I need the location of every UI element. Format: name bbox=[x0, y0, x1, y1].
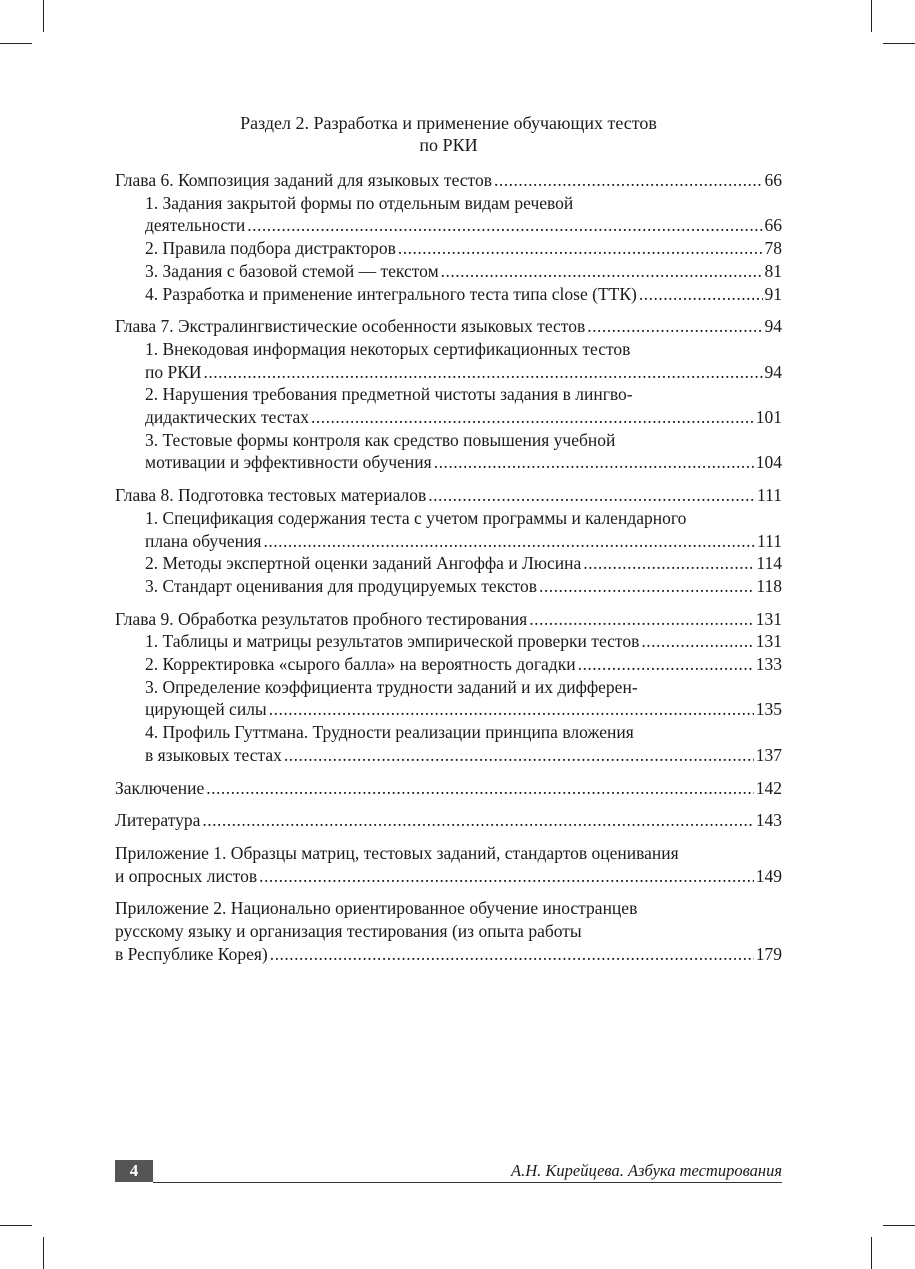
table-of-contents bbox=[115, 169, 782, 976]
dot-leader bbox=[284, 744, 754, 767]
dot-leader bbox=[269, 698, 754, 721]
toc-entry bbox=[115, 809, 782, 832]
toc-entry bbox=[115, 315, 782, 338]
crop-mark bbox=[883, 1225, 915, 1226]
toc-entry-text: 4. Разработка и применение интегрального теста типа close (ТТК) bbox=[145, 283, 637, 304]
footer-rule bbox=[153, 1182, 782, 1183]
toc-entry bbox=[115, 943, 782, 966]
toc-page-number: 94 bbox=[764, 361, 782, 382]
dot-leader bbox=[583, 552, 754, 575]
crop-mark bbox=[0, 43, 32, 44]
toc-page-number: 81 bbox=[764, 260, 782, 281]
toc-entry-text: 2. Правила подбора дистракторов bbox=[145, 238, 396, 259]
toc-entry-text: в Республике Корея) bbox=[115, 943, 268, 964]
toc-group bbox=[115, 484, 782, 598]
toc-entry bbox=[115, 653, 782, 676]
toc-entry-text: 3. Стандарт оценивания для продуцируемых текстов bbox=[145, 575, 537, 596]
toc-page-number: 94 bbox=[764, 316, 782, 337]
crop-mark bbox=[883, 43, 915, 44]
toc-entry-text: 1. Таблицы и матрицы результатов эмпирической проверки тестов bbox=[145, 631, 640, 652]
toc-line bbox=[115, 920, 782, 943]
dot-leader bbox=[259, 865, 754, 888]
toc-page-number: 111 bbox=[757, 530, 782, 551]
toc-page-number: 111 bbox=[757, 485, 782, 506]
toc-group bbox=[115, 169, 782, 305]
toc-line bbox=[115, 338, 782, 361]
toc-entry-text: 1. Задания закрытой формы по отдельным видам речевой bbox=[145, 192, 574, 213]
toc-entry-text: Глава 8. Подготовка тестовых материалов bbox=[115, 485, 427, 506]
toc-entry bbox=[115, 865, 782, 888]
running-title: А.Н. Кирейцева. Азбука тестирования bbox=[511, 1161, 782, 1180]
toc-entry bbox=[115, 608, 782, 631]
toc-entry-text: мотивации и эффективности обучения bbox=[145, 452, 432, 473]
toc-page-number: 179 bbox=[755, 943, 782, 964]
toc-page-number: 131 bbox=[755, 631, 782, 652]
section-title-line: Раздел 2. Разработка и применение обучающих тестов bbox=[240, 113, 657, 133]
crop-mark bbox=[871, 1237, 872, 1269]
toc-entry bbox=[115, 237, 782, 260]
toc-line bbox=[115, 429, 782, 452]
dot-leader bbox=[428, 484, 755, 507]
section-title bbox=[115, 112, 782, 156]
toc-entry bbox=[115, 698, 782, 721]
toc-line bbox=[115, 897, 782, 920]
toc-entry-text: 2. Корректировка «сырого балла» на вероятность догадки bbox=[145, 654, 576, 675]
toc-entry bbox=[115, 552, 782, 575]
toc-group bbox=[115, 777, 782, 800]
dot-leader bbox=[247, 214, 762, 237]
toc-page-number: 131 bbox=[755, 608, 782, 629]
toc-entry-text: 4. Профиль Гуттмана. Трудности реализации принципа вложения bbox=[145, 722, 634, 743]
toc-page-number: 133 bbox=[755, 654, 782, 675]
page-footer bbox=[115, 1160, 782, 1184]
dot-leader bbox=[494, 169, 763, 192]
section-title-line: по РКИ bbox=[419, 135, 478, 155]
toc-entry bbox=[115, 530, 782, 553]
toc-entry bbox=[115, 744, 782, 767]
dot-leader bbox=[204, 361, 763, 384]
toc-page-number: 143 bbox=[755, 810, 782, 831]
dot-leader bbox=[578, 653, 754, 676]
toc-entry-text: Литература bbox=[115, 810, 201, 831]
toc-entry bbox=[115, 630, 782, 653]
toc-entry-text: Глава 6. Композиция заданий для языковых тестов bbox=[115, 170, 492, 190]
toc-entry bbox=[115, 484, 782, 507]
toc-line bbox=[115, 842, 782, 865]
toc-page-number: 149 bbox=[755, 865, 782, 886]
dot-leader bbox=[398, 237, 763, 260]
dot-leader bbox=[641, 630, 753, 653]
toc-entry-text: плана обучения bbox=[145, 530, 262, 551]
toc-entry-text: в языковых тестах bbox=[145, 744, 282, 765]
toc-line bbox=[115, 721, 782, 744]
toc-group bbox=[115, 842, 782, 887]
toc-page-number: 66 bbox=[764, 215, 782, 236]
toc-entry-text: Приложение 2. Национально ориентированное обучение иностранцев bbox=[115, 898, 638, 919]
toc-entry-text: 2. Методы экспертной оценки заданий Ангоффа и Люсина bbox=[145, 553, 582, 574]
dot-leader bbox=[529, 608, 754, 631]
toc-entry-text: по РКИ bbox=[145, 361, 202, 382]
toc-page-number: 137 bbox=[755, 744, 782, 765]
toc-page-number: 91 bbox=[764, 283, 782, 304]
toc-entry bbox=[115, 260, 782, 283]
toc-group bbox=[115, 315, 782, 474]
crop-mark bbox=[0, 1225, 32, 1226]
toc-line bbox=[115, 192, 782, 215]
toc-entry-text: деятельности bbox=[145, 215, 246, 236]
toc-entry-text: Глава 7. Экстралингвистические особенности языковых тестов bbox=[115, 316, 586, 337]
toc-entry bbox=[115, 451, 782, 474]
toc-group bbox=[115, 608, 782, 767]
toc-entry-text: Заключение bbox=[115, 777, 205, 798]
toc-page-number: 78 bbox=[764, 238, 782, 259]
toc-entry-text: 1. Спецификация содержания теста с учетом программы и календарного bbox=[145, 507, 687, 528]
toc-line bbox=[115, 676, 782, 699]
toc-entry-text: 3. Тестовые формы контроля как средство повышения учебной bbox=[145, 429, 616, 450]
page-number: 4 bbox=[115, 1160, 153, 1182]
toc-line bbox=[115, 383, 782, 406]
toc-page-number: 114 bbox=[756, 553, 782, 574]
dot-leader bbox=[441, 260, 763, 283]
toc-entry bbox=[115, 406, 782, 429]
toc-entry-text: 3. Определение коэффициента трудности заданий и их дифферен- bbox=[145, 676, 638, 697]
toc-entry bbox=[115, 214, 782, 237]
toc-entry-text: и опросных листов bbox=[115, 865, 258, 886]
toc-group bbox=[115, 897, 782, 965]
toc-entry-text: 2. Нарушения требования предметной чистоты задания в лингво- bbox=[145, 384, 633, 405]
toc-page-number: 66 bbox=[764, 170, 782, 190]
toc-entry-text: Приложение 1. Образцы матриц, тестовых заданий, стандартов оценивания bbox=[115, 842, 679, 863]
toc-entry-text: цирующей силы bbox=[145, 699, 267, 720]
toc-entry-text: 3. Задания с базовой стемой — текстом bbox=[145, 260, 439, 281]
dot-leader bbox=[202, 809, 753, 832]
dot-leader bbox=[311, 406, 754, 429]
dot-leader bbox=[206, 777, 754, 800]
crop-mark bbox=[871, 0, 872, 32]
toc-entry bbox=[115, 777, 782, 800]
dot-leader bbox=[263, 530, 755, 553]
dot-leader bbox=[270, 943, 754, 966]
toc-page-number: 135 bbox=[755, 699, 782, 720]
toc-entry-text: 1. Внекодовая информация некоторых сертификационных тестов bbox=[145, 338, 631, 359]
toc-page-number: 142 bbox=[755, 777, 782, 798]
toc-entry-text: русскому языку и организация тестирования (из опыта работы bbox=[115, 921, 582, 942]
crop-mark bbox=[43, 0, 44, 32]
toc-entry-text: дидактических тестах bbox=[145, 407, 309, 428]
toc-entry bbox=[115, 283, 782, 306]
toc-entry bbox=[115, 361, 782, 384]
toc-line bbox=[115, 507, 782, 530]
toc-group bbox=[115, 809, 782, 832]
toc-entry-text: Глава 9. Обработка результатов пробного тестирования bbox=[115, 608, 528, 629]
dot-leader bbox=[539, 575, 754, 598]
toc-entry bbox=[115, 575, 782, 598]
dot-leader bbox=[639, 283, 763, 306]
toc-entry bbox=[115, 169, 782, 192]
toc-page-number: 101 bbox=[755, 407, 782, 428]
dot-leader bbox=[434, 451, 754, 474]
toc-page-number: 104 bbox=[755, 452, 782, 473]
toc-page-number: 118 bbox=[756, 575, 782, 596]
crop-mark bbox=[43, 1237, 44, 1269]
dot-leader bbox=[587, 315, 762, 338]
